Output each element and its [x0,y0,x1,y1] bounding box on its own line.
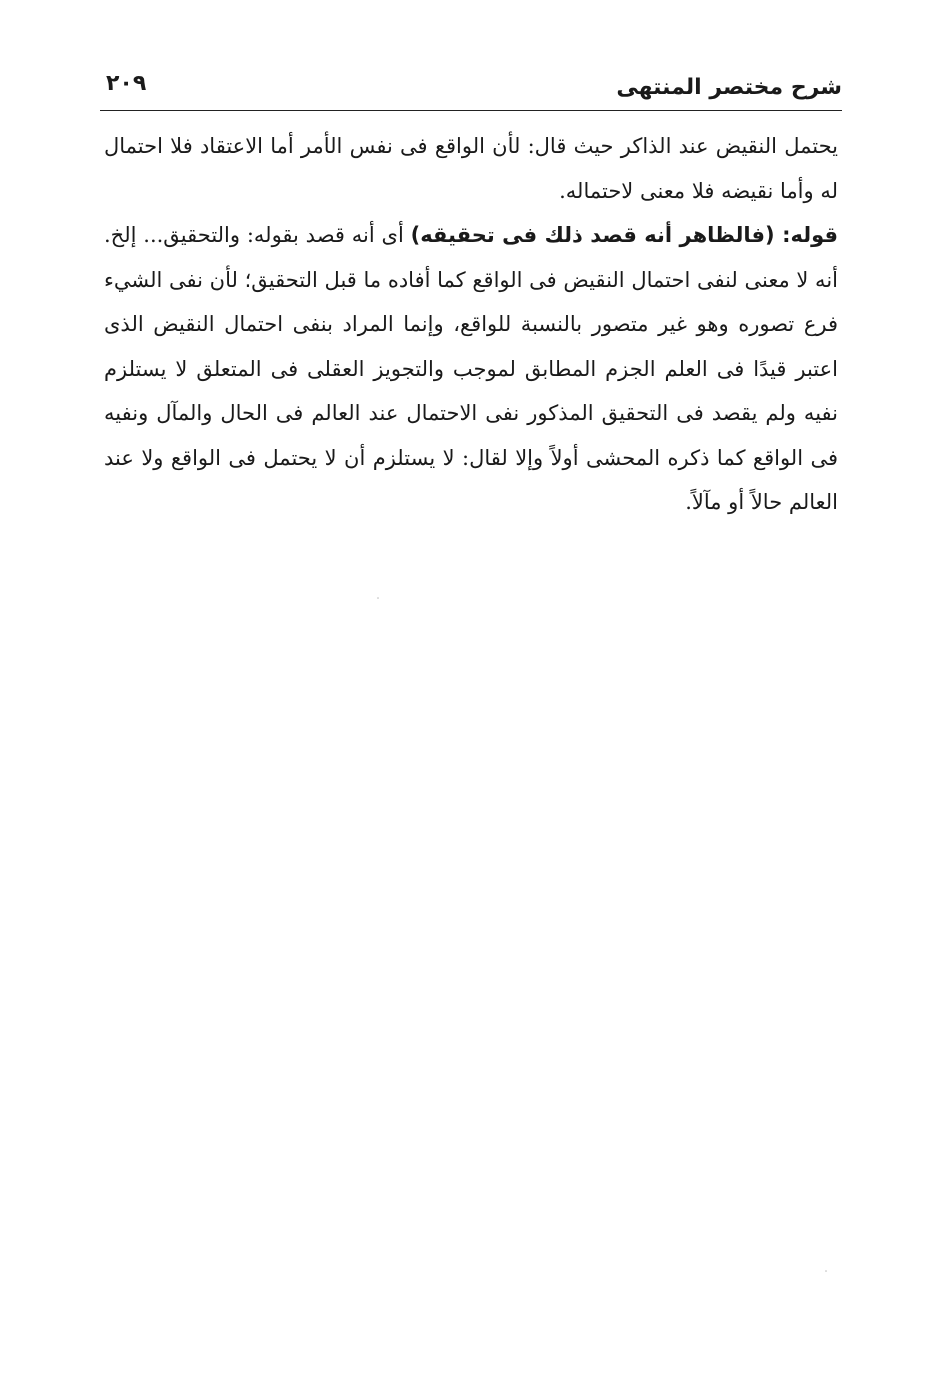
paragraph-2 [104,213,838,525]
scan-speck [825,1270,827,1272]
header-rule [100,110,842,111]
scan-speck [377,597,379,599]
commentary-text: أى أنه قصد بقوله: والتحقيق... إلخ. أنه لا معنى لنفى احتمال النقيض فى الواقع كما أفاده ما قبل التحقيق؛ لأن نفى الشيء فرع تصوره وهو غير متصور بالنسبة للواقع، وإنما المراد بنفى احتمال النقيض الذى اعتبر قيدًا فى العلم الجزم المطابق لموجب والتجويز العقلى فى المتعلق لا يستلزم نفيه ولم يقصد فى التحقيق المذكور نفى الاحتمال عند العالم فى الحال والمآل ونفيه فى الواقع كما ذكره المحشى أولاً وإلا لقال: لا يستلزم أن لا يحتمل فى الواقع ولا عند العالم حالاً أو مآلاً. [104,223,838,514]
body-text [104,124,838,525]
paragraph-1: يحتمل النقيض عند الذاكر حيث قال: لأن الواقع فى نفس الأمر أما الاعتقاد فلا احتمال له وأما نقيضه فلا معنى لاحتماله. [104,134,838,203]
page-number: ٢٠٩ [106,71,147,96]
lemma-intro: قوله: [774,223,839,247]
running-head [100,68,842,108]
lemma-quote: (فالظاهر أنه قصد ذلك فى تحقيقه) [410,223,775,247]
book-title: شرح مختصر المنتهى [616,75,842,100]
